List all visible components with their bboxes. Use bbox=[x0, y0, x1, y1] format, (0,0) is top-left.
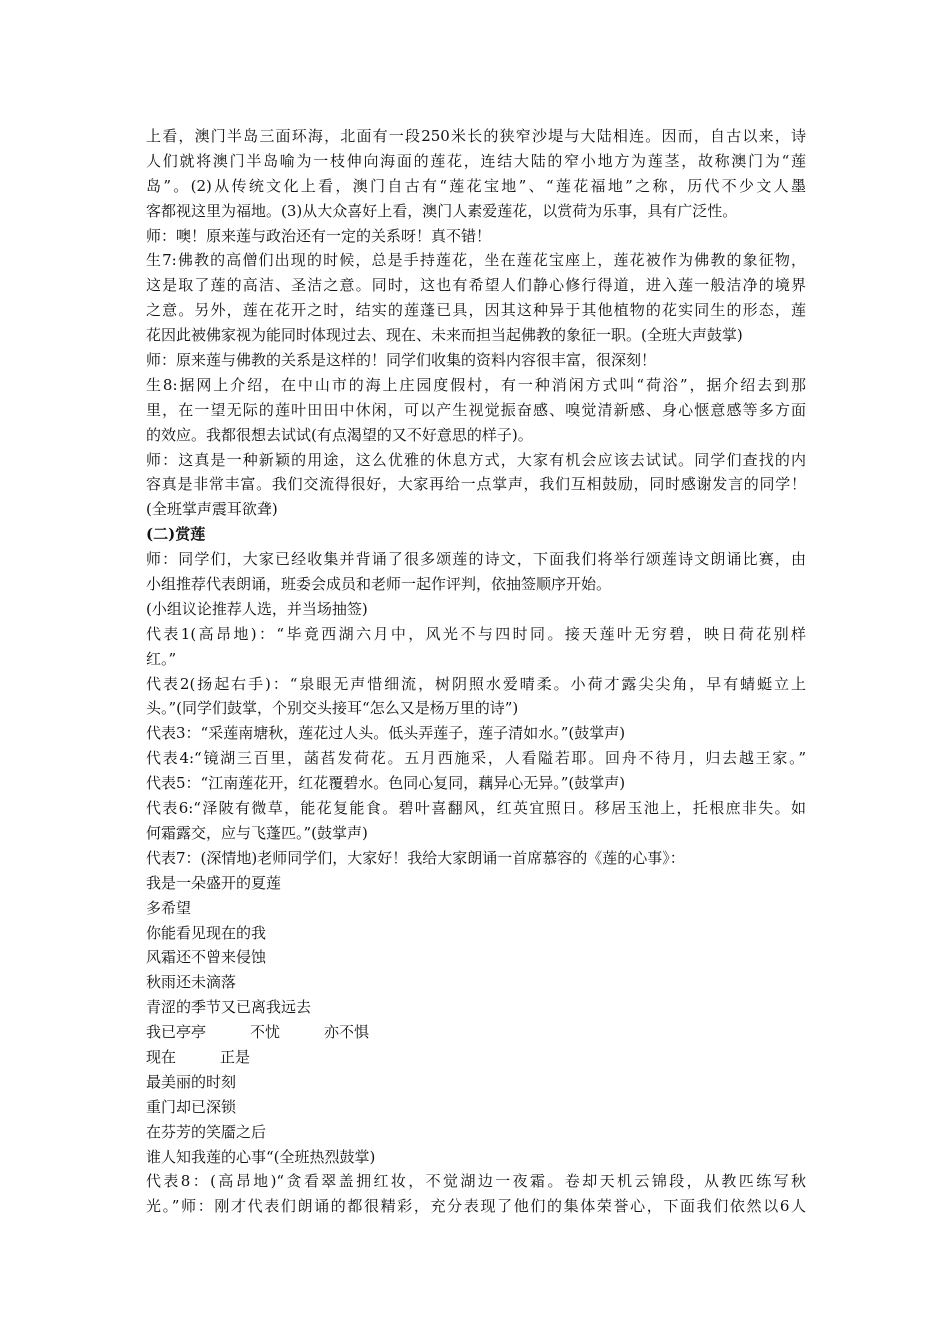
paragraph-line: 客都视这里为福地。(3)从大众喜好上看，澳门人素爱莲花，以赏荷为乐事，具有广泛性。 bbox=[146, 201, 738, 220]
paragraph-line: 代表7：(深情地)老师同学们，大家好！我给大家朗诵一首席慕容的《莲的心事》： bbox=[146, 848, 685, 867]
paragraph-line: 代表4:“镜湖三百里，菡萏发荷花。五月西施采，人看隘若耶。回舟不待月，归去越王家。” bbox=[146, 749, 806, 768]
poem-line: 风霜还不曾来侵蚀 bbox=[146, 948, 267, 967]
paragraph-line: 代表5：“江南莲花开，红花覆碧水。色同心复同，藕异心无异。”(鼓掌声) bbox=[146, 774, 626, 793]
paragraph-line: 这是取了莲的高洁、圣洁之意。同时，这也有希望人们静心修行得道，进入莲一般洁净的境界 bbox=[146, 276, 806, 295]
poem-line: 多希望 bbox=[146, 898, 192, 917]
poem-line: 重门却已深锁 bbox=[146, 1097, 237, 1116]
paragraph-line: 小组推荐代表朗诵，班委会成员和老师一起作评判，依抽签顺序开始。 bbox=[146, 575, 612, 594]
poem-phrase: 我已亭亭 bbox=[146, 1023, 207, 1042]
poem-line: 秋雨还未滴落 bbox=[146, 973, 237, 992]
paragraph-line: 头。”(同学们鼓掌，个别交头接耳“怎么又是杨万里的诗”) bbox=[146, 699, 519, 718]
paragraph-line: 代表1(高昂地)：“毕竟西湖六月中，风光不与四时同。接天莲叶无穷碧，映日荷花别样 bbox=[146, 624, 806, 643]
poem-phrase: 亦不惧 bbox=[324, 1023, 370, 1042]
paragraph-line: 代表2(扬起右手)：“泉眼无声惜细流，树阴照水爱晴柔。小荷才露尖尖角，早有蜻蜓立上 bbox=[146, 674, 806, 693]
paragraph-line: 岛”。(2)从传统文化上看，澳门自古有“莲花宝地”、“莲花福地”之称，历代不少文人墨 bbox=[146, 176, 806, 195]
poem-line: 我是一朵盛开的夏莲 bbox=[146, 873, 282, 892]
paragraph-line: 红。” bbox=[146, 649, 177, 668]
paragraph-line: 上看，澳门半岛三面环海，北面有一段250米长的狭窄沙堤与大陆相连。因而，自古以来，诗 bbox=[146, 127, 806, 145]
paragraph-line: 代表6:“泽陂有微草，能花复能食。碧叶喜翻风，红英宜照日。移居玉池上，托根庶非失。如 bbox=[146, 799, 806, 818]
paragraph-line: 容真是非常丰富。我们交流得很好，大家再给一点掌声，我们互相鼓励，同时感谢发言的同学！ bbox=[146, 475, 806, 494]
poem-phrase: 不忧 bbox=[250, 1023, 281, 1042]
poem-phrase: 正是 bbox=[220, 1047, 251, 1066]
paragraph-line: 代表3：“采莲南塘秋，莲花过人头。低头弄莲子，莲子清如水。”(鼓掌声) bbox=[146, 724, 626, 743]
paragraph-line: (小组议论推荐人选，并当场抽签) bbox=[146, 599, 368, 618]
paragraph-line: 的效应。我都很想去试试(有点渴望的又不好意思的样子)。 bbox=[146, 425, 533, 444]
paragraph-line: 师：噢！原来莲与政治还有一定的关系呀！真不错！ bbox=[146, 226, 492, 245]
poem-line bbox=[146, 1045, 806, 1070]
paragraph-line: 里，在一望无际的莲叶田田中休闲，可以产生视觉振奋感、嗅觉清新感、身心惬意感等多方面 bbox=[146, 400, 806, 419]
paragraph-line: 光。”师：刚才代表们朗诵的都很精彩，充分表现了他们的集体荣誉心，下面我们依然以6人 bbox=[146, 1197, 806, 1216]
paragraph-line: 生8:据网上介绍，在中山市的海上庄园度假村，有一种消闲方式叫“荷浴”，据介绍去到那 bbox=[146, 375, 806, 394]
document-body bbox=[146, 124, 806, 1219]
poem-line: 在芬芳的笑靥之后 bbox=[146, 1122, 267, 1141]
paragraph-line: (全班掌声震耳欲聋) bbox=[146, 500, 278, 519]
paragraph-line: 之意。另外，莲在花开之时，结实的莲蓬已具，因其这种异于其他植物的花实同生的形态，莲 bbox=[146, 301, 806, 320]
poem-line: 谁人知我莲的心事“(全班热烈鼓掌) bbox=[146, 1147, 376, 1166]
section-heading: (二)赏莲 bbox=[146, 525, 206, 544]
poem-line: 青涩的季节又已离我远去 bbox=[146, 998, 312, 1017]
poem-line: 最美丽的时刻 bbox=[146, 1072, 237, 1091]
poem-line bbox=[146, 1020, 806, 1045]
paragraph-line: 何霜露交，应与飞蓬匹。”(鼓掌声) bbox=[146, 823, 368, 842]
paragraph-line: 师：同学们，大家已经收集并背诵了很多颂莲的诗文，下面我们将举行颂莲诗文朗诵比赛，由 bbox=[146, 550, 806, 569]
paragraph-line: 师：原来莲与佛教的关系是这样的！同学们收集的资料内容很丰富，很深刻！ bbox=[146, 351, 657, 370]
poem-line: 你能看见现在的我 bbox=[146, 923, 267, 942]
paragraph-line: 花因此被佛家视为能同时体现过去、现在、未来而担当起佛教的象征一职。(全班大声鼓掌) bbox=[146, 326, 743, 345]
paragraph-line: 人们就将澳门半岛喻为一枝伸向海面的莲花，连结大陆的窄小地方为莲茎，故称澳门为“莲 bbox=[146, 151, 806, 170]
poem-phrase: 现在 bbox=[146, 1047, 177, 1066]
paragraph-line: 代表8：(高昂地)“贪看翠盖拥红妆，不觉湖边一夜霜。卷却天机云锦段，从教匹练写秋 bbox=[146, 1172, 806, 1191]
paragraph-line: 师：这真是一种新颖的用途，这么优雅的休息方式，大家有机会应该去试试。同学们查找的内 bbox=[146, 450, 806, 469]
paragraph-line: 生7:佛教的高僧们出现的时候，总是手持莲花，坐在莲花宝座上，莲花被作为佛教的象征物， bbox=[146, 251, 806, 270]
